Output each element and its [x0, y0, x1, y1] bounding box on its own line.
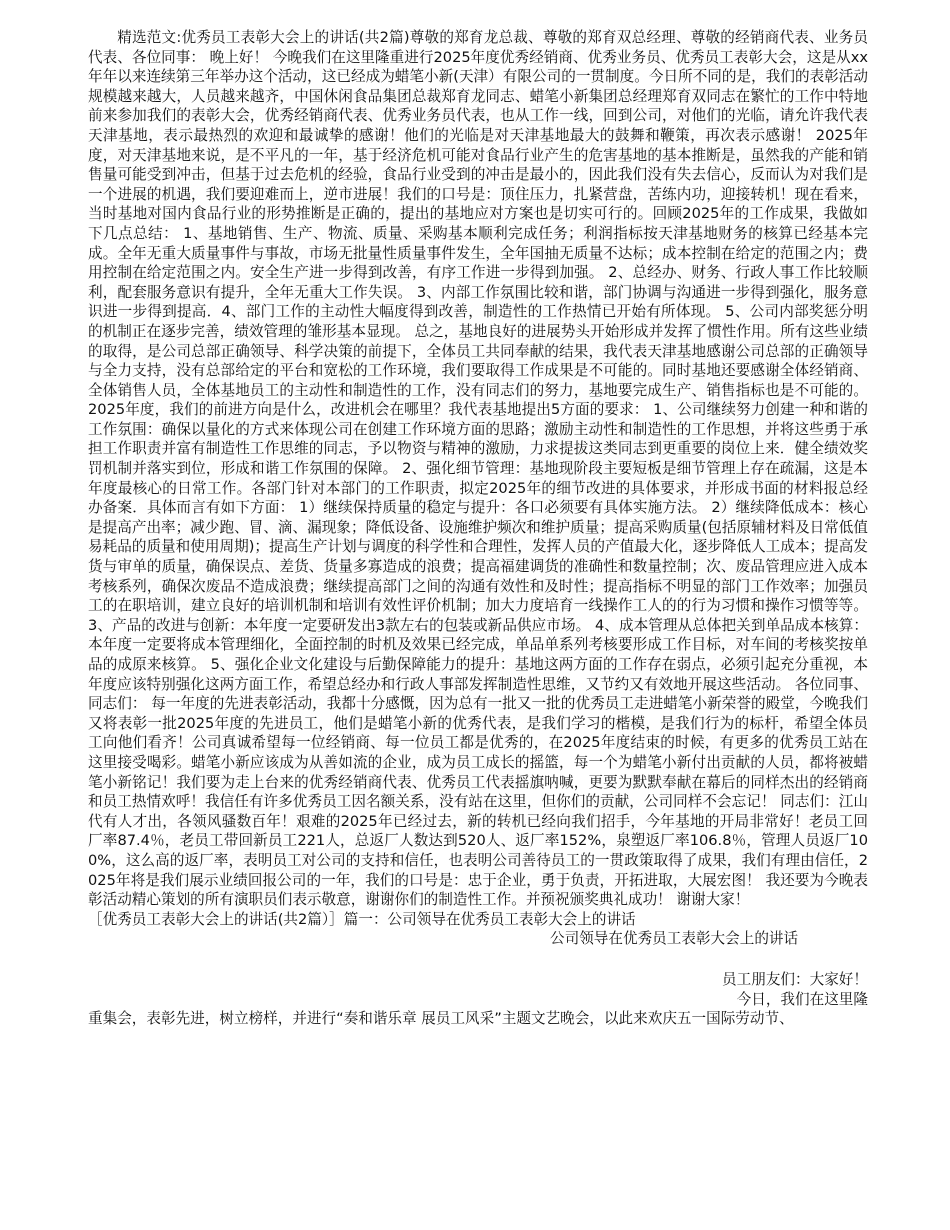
speech-body-paragraph: 精选范文:优秀员工表彰大会上的讲话(共2篇)尊敬的郑育龙总裁、尊敬的郑育双总经理、尊敬的经销商代表、业务员代表、各位同事： 晚上好！ 今晚我们在这里隆重进行2025年度优秀经销商、优秀业务员、优秀员工表彰大会，这是从xx年年以来连续第三年举办这个活动，这已经成为蜡笔小新(天津）有限公司的一贯制度。今日所不同的是，我们的表彰活动规模越来越大，人员越来越齐，中国休闲食品集团总裁郑育龙同志、蜡笔小新集团总经理郑育双同志在繁忙的工作中特地前来参加我们的表彰大会，优秀经销商代表、优秀业务员代表，也从工作一线，回到公司，对他们的光临，请允许我代表天津基地，表示最热烈的欢迎和最诚挚的感谢！他们的光临是对天津基地最大的鼓舞和鞭策，再次表示感谢！ 2025年度，对天津基地来说，是不平凡的一年，基于经济危机可能对食品行业产生的危害基地的基本推断是，虽然我的产能和销售量可能受到冲击，但基于过去危机的经验，食品行业受到的冲击是最小的，因此我们没有失去信心，反而认为对我们是一个进展的机遇，我们要迎难而上，逆市进展！我们的口号是：顶住压力，扎紧营盘，苦练内功，迎接转机！现在看来，当时基地对国内食品行业的形势推断是正确的，提出的基地应对方案也是切实可行的。回顾2025年的工作成果，我做如下几点总结： 1、基地销售、生产、物流、质量、采购基本顺利完成任务；利润指标按天津基地财务的核算已经基本完成。全年无重大质量事件与事故，市场无批量性质量事件发生，全年国抽无质量不达标；成本控制在给定的范围之内；费用控制在给定范围之内。安全生产进一步得到改善，有序工作进一步得到加强。 2、总经办、财务、行政人事工作比较顺利，配套服务意识有提升，全年无重大工作失误。 3、内部工作氛围比较和谐，部门协调与沟通进一步得到强化，服务意识进一步得到提高．4、部门工作的主动性大幅度得到改善，制造性的工作热情已开始有所体现。 5、公司内部奖惩分明的机制正在逐步完善，绩效管理的雏形基本显现。 总之，基地良好的进展势头开始形成并发挥了惯性作用。所有这些业绩的取得，是公司总部正确领导、科学决策的前提下，全体员工共同奉献的结果，我代表天津基地感谢公司总部的正确领导与全力支持，没有总部给定的平台和宽松的工作环境，我们要取得工作成果是不可能的。同时基地还要感谢全体经销商、全体销售人员，全体基地员工的主动性和制造性的工作，没有同志们的努力，基地要完成生产、销售指标也是不可能的。 2025年度，我们的前进方向是什么，改进机会在哪里？我代表基地提出5方面的要求： 1、公司继续努力创建一种和谐的工作氛围：确保以量化的方式来体现公司在创建工作环境方面的思路；激励主动性和制造性的工作思想，并将这些勇于承担工作职责并富有制造性工作思维的同志，予以物资与精神的激励，力求提拔这类同志到更重要的岗位上来．健全绩效奖罚机制并落实到位，形成和谐工作氛围的保障。 2、强化细节管理：基地现阶段主要短板是细节管理上存在疏漏，这是本年度最核心的日常工作。各部门针对本部门的工作职责，拟定2025年的细节改进的具体要求，并形成书面的材料报总经办备案．具体而言有如下方面： 1）继续保持质量的稳定与提升：各口必须要有具体实施方法。 2）继续降低成本：核心是提高产出率；减少跑、冒、滴、漏现象；降低设备、设施维护频次和维护质量；提高采购质量(包括原辅材料及日常低值易耗品的质量和使用周期)；提高生产计划与调度的科学性和合理性，发挥人员的产值最大化，逐步降低人工成本；提高发货与审单的质量，确保误点、差货、货量多寡造成的浪费；提高福建调货的准确性和数量控制；次、废品管理应进入成本考核系列，确保次废品不造成浪费；继续提高部门之间的沟通有效性和及时性；提高指标不明显的部门工作效率；加强员工的在职培训，建立良好的培训机制和培训有效性评价机制；加大力度培育一线操作工人的的行为习惯和操作习惯等等。 3、产品的改进与创新：本年度一定要研发出3款左右的包装或新品供应市场。 4、成本管理从总体把关到单品成本核算：本年度一定要将成本管理细化，全面控制的时机及效果已经完成，单品单系列考核要形成工作目标，对车间的考核奖按单品的成原来核算。 5、强化企业文化建设与后勤保障能力的提升：基地这两方面的工作存在弱点，必须引起充分重视，本年度应该特别强化这两方面工作，希望总经办和行政人事部发挥制造性思维，又节约又有效地开展这些活动。 各位同事、同志们： 每一年度的先进表彰活动，我都十分感慨，因为总有一批又一批的优秀员工走进蜡笔小新荣誉的殿堂，今晚我们又将表彰一批2025年度的先进员工，他们是蜡笔小新的优秀代表，是我们学习的楷模，是我们行为的标杆，希望全体员工向他们看齐！公司真诚希望每一位经销商、每一位员工都是优秀的，在2025年度结束的时候，有更多的优秀员工站在这里接受喝彩。蜡笔小新应该成为从善如流的企业，成为员工成长的摇篮，每一个为蜡笔小新付出贡献的人员，都将被蜡笔小新铭记！我们要为走上台来的优秀经销商代表、优秀员工代表摇旗呐喊，更要为默默奉献在幕后的同样杰出的经销商和员工热情欢呼！我信任有许多优秀员工因名额关系，没有站在这里，但你们的贡献，公司同样不会忘记！ 同志们：江山代有人才出，各领风骚数百年！艰难的2025年已经过去，新的转机已经向我们招手，今年基地的开局非常好！老员工回厂率87.4％，老员工带回新员工221人，总返厂人数达到520人、返厂率152%，泉塑返厂率106.8％，管理人员返厂100%，这么高的返厂率，表明员工对公司的支持和信任，也表明公司善待员工的一贯政策取得了成果，我们有理由信任，2025年将是我们展示业绩回报公司的一年，我们的口号是：忠于企业，勇于负责，开拓进取，大展宏图！ 我还要为今晚表彰活动精心策划的所有演职员们表示敬意，谢谢你们的制造性工作。并预祝颁奖典礼成功！ 谢谢大家！	[88, 29, 868, 909]
continuation-line: 重集会，表彰先进，树立榜样，并进行“奏和谐乐章 展员工风采”主题文艺晚会，以此来欢庆五一国际劳动节、	[88, 1010, 794, 1028]
blank-line	[88, 949, 868, 970]
document-page	[88, 28, 868, 1029]
article-title: 公司领导在优秀员工表彰大会上的讲话	[550, 930, 799, 948]
opening-line: 今日，我们在这里隆	[736, 990, 868, 1008]
section-heading-line: ［优秀员工表彰大会上的讲话(共2篇）］篇一：公司领导在优秀员工表彰大会上的讲话	[88, 910, 636, 928]
greeting-line: 员工朋友们：大家好！	[722, 970, 868, 988]
